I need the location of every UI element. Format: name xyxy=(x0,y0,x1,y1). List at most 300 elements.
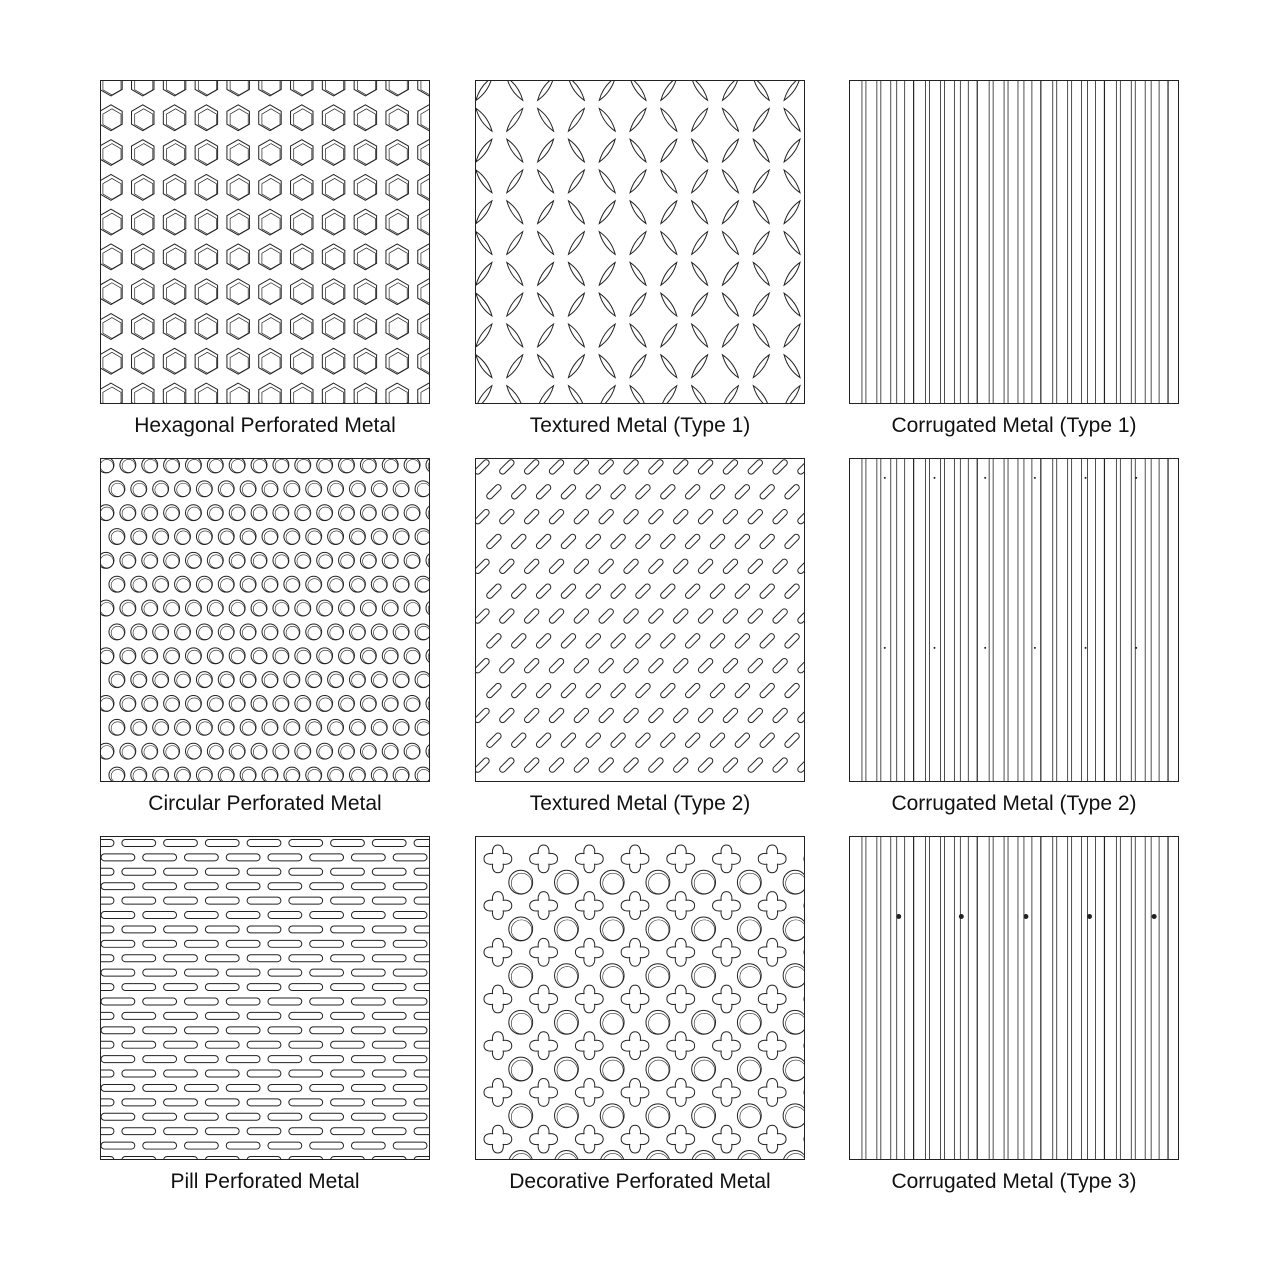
circle-hole-edge xyxy=(395,483,408,496)
bar-bump xyxy=(623,558,640,575)
circle-hole-edge xyxy=(406,459,419,472)
lens-bump xyxy=(782,168,802,194)
bar-bump xyxy=(560,583,577,600)
circle-hole-edge xyxy=(155,626,168,639)
circle-hole-edge xyxy=(308,769,321,781)
bar-bump xyxy=(784,483,801,500)
lens-bump xyxy=(566,292,586,318)
pill-slot xyxy=(122,1070,156,1077)
lens-bump xyxy=(476,292,494,318)
pill-slot xyxy=(101,940,135,947)
circle-hole-edge xyxy=(177,626,190,639)
circle-hole-edge xyxy=(231,650,244,663)
circle-hole-edge xyxy=(384,459,397,472)
circle-hole-edge xyxy=(264,626,277,639)
circle-hole-edge xyxy=(188,746,201,759)
pill-slot xyxy=(143,940,177,947)
circle-hole-edge xyxy=(111,626,124,639)
fastener-dot xyxy=(1034,647,1036,649)
pill-slot xyxy=(143,1056,177,1063)
bar-bump xyxy=(573,508,590,525)
circle-hole-edge xyxy=(199,769,212,781)
circle-hole-edge xyxy=(352,626,365,639)
lens-bump xyxy=(690,230,710,256)
pill-slot xyxy=(247,1157,281,1159)
lens-bump xyxy=(505,138,525,164)
bar-bump xyxy=(797,707,804,724)
circle-hole-edge xyxy=(101,698,113,711)
pill-slot xyxy=(185,1142,219,1149)
circle-hole-edge xyxy=(166,459,179,472)
pill-slot xyxy=(268,940,302,947)
clover-hole xyxy=(758,985,786,1013)
lens-bump xyxy=(782,323,802,349)
pill-slot xyxy=(247,1012,281,1019)
pill-slot xyxy=(393,912,427,919)
pill-slot xyxy=(205,955,239,962)
hexagon-hole xyxy=(418,105,429,131)
bar-bump xyxy=(684,533,701,550)
clover-hole xyxy=(621,1079,649,1107)
circle-hole-edge xyxy=(122,603,135,616)
circle-hole-edge xyxy=(603,920,623,940)
pill-slot xyxy=(205,1012,239,1019)
bar-bump xyxy=(623,508,640,525)
circle-hole-edge xyxy=(220,483,233,496)
circle-hole-edge xyxy=(363,650,376,663)
clover-hole xyxy=(713,985,741,1013)
pill-slot xyxy=(226,854,260,861)
bar-bump xyxy=(476,757,490,774)
circle-hole-edge xyxy=(694,1013,714,1033)
lens-bump xyxy=(628,230,648,256)
circle-hole xyxy=(737,1151,761,1159)
bar-bump xyxy=(476,459,490,475)
bar-bump xyxy=(548,558,565,575)
fastener-dot xyxy=(884,647,886,649)
pill-slot xyxy=(310,854,344,861)
pill-slot xyxy=(247,1041,281,1048)
bar-bump xyxy=(498,757,515,774)
circle-hole-edge xyxy=(319,650,332,663)
circle-hole-edge xyxy=(177,483,190,496)
clover-circle-pattern xyxy=(476,837,804,1159)
pill-slot xyxy=(289,955,323,962)
corrugation-pattern xyxy=(850,81,1178,403)
circle-hole-edge xyxy=(188,459,201,472)
hexagon-hole xyxy=(418,174,429,200)
clover-hole xyxy=(530,1032,558,1060)
circle-hole-edge xyxy=(363,459,376,472)
bar-bump xyxy=(684,483,701,500)
circle-hole-edge xyxy=(374,483,387,496)
lens-bump xyxy=(659,261,679,287)
bar-bump xyxy=(747,508,764,525)
lens-bump xyxy=(782,261,802,287)
bar-bump xyxy=(635,732,652,749)
bar-bump xyxy=(647,608,664,625)
circle-hole-edge xyxy=(101,746,113,759)
bar-bump xyxy=(635,483,652,500)
bar-bump xyxy=(759,632,776,649)
caption-corrugated-1: Corrugated Metal (Type 1) xyxy=(891,414,1137,437)
circle-hole-edge xyxy=(384,698,397,711)
clover-hole xyxy=(667,1125,695,1153)
bar-bump xyxy=(759,583,776,600)
clover-hole xyxy=(530,892,558,920)
bar-bump xyxy=(498,608,515,625)
lens-bump xyxy=(476,81,494,102)
pill-slot xyxy=(393,883,427,890)
lens-bump xyxy=(782,81,802,102)
circle-hole-edge xyxy=(242,722,255,735)
lens-bump xyxy=(720,138,740,164)
circle-hole-edge xyxy=(417,579,429,592)
decorative-perforated-metal-swatch xyxy=(475,836,805,1160)
pill-slot xyxy=(101,1113,135,1120)
bar-bump xyxy=(598,757,615,774)
lens-bump xyxy=(690,384,710,403)
pill-slot xyxy=(268,883,302,890)
circle-hole-edge xyxy=(341,459,354,472)
circle-hole-edge xyxy=(374,626,387,639)
circle-hole-edge xyxy=(395,579,408,592)
pill-slot xyxy=(289,839,323,846)
bar-bump xyxy=(610,732,627,749)
circle-hole-edge xyxy=(144,459,157,472)
pill-slot xyxy=(226,940,260,947)
bar-bump xyxy=(598,459,615,475)
pill-slot xyxy=(331,926,365,933)
bar-bump xyxy=(784,732,801,749)
circle-hole-edge xyxy=(363,746,376,759)
pill-slot xyxy=(164,1070,198,1077)
pill-slot xyxy=(331,1157,365,1159)
circle-hole-edge xyxy=(122,555,135,568)
lens-bump xyxy=(628,168,648,194)
hexagon-hole xyxy=(418,279,429,305)
bar-bump xyxy=(797,608,804,625)
bar-bump xyxy=(548,608,565,625)
hexagon-hole xyxy=(101,81,122,96)
lens-bump xyxy=(505,199,525,225)
circle-hole-edge xyxy=(352,722,365,735)
pill-slot xyxy=(310,1027,344,1034)
lens-bump xyxy=(566,230,586,256)
pill-slot xyxy=(372,955,406,962)
pill-slot xyxy=(205,839,239,846)
lens-bump xyxy=(535,384,555,403)
pill-slot xyxy=(226,998,260,1005)
circle-hole-edge xyxy=(319,603,332,616)
bar-bump xyxy=(759,732,776,749)
clover-hole xyxy=(758,1032,786,1060)
bar-bump xyxy=(485,533,502,550)
bar-bump xyxy=(623,707,640,724)
lens-bump xyxy=(720,107,740,133)
clover-hole xyxy=(667,1079,695,1107)
bar-bump xyxy=(797,508,804,525)
caption-hexagonal: Hexagonal Perforated Metal xyxy=(134,414,396,437)
circle-hole xyxy=(783,1104,804,1128)
pill-slot xyxy=(185,854,219,861)
lens-bump xyxy=(659,138,679,164)
pill-slot xyxy=(185,1056,219,1063)
corrugation-pattern xyxy=(850,459,1178,781)
circle-hole-edge xyxy=(557,1107,577,1127)
pill-slot xyxy=(205,1099,239,1106)
clover-hole xyxy=(621,1125,649,1153)
circle-hole-edge xyxy=(264,579,277,592)
clover-hole xyxy=(530,1079,558,1107)
circle-hole-edge xyxy=(395,674,408,687)
bar-bump xyxy=(548,657,565,674)
circle-hole-edge xyxy=(384,555,397,568)
circle-hole xyxy=(646,1151,670,1159)
hexagon-hole xyxy=(418,348,429,374)
circle-hole-edge xyxy=(319,698,332,711)
circle-hole-edge xyxy=(133,674,146,687)
circle-hole-edge xyxy=(155,579,168,592)
pill-slot xyxy=(226,1142,260,1149)
lens-bump xyxy=(751,230,771,256)
bar-bump xyxy=(797,757,804,774)
hexagon-hole-edge xyxy=(167,387,185,403)
circle-hole-edge xyxy=(199,531,212,544)
pill-slot xyxy=(310,1113,344,1120)
bar-bump xyxy=(722,657,739,674)
bar-bump xyxy=(585,632,602,649)
circle-hole xyxy=(783,870,804,894)
circle-hole-edge xyxy=(417,483,429,496)
bar-bump xyxy=(722,707,739,724)
pill-slot xyxy=(164,1128,198,1135)
pill-slot xyxy=(122,1041,156,1048)
pill-slot xyxy=(101,1157,114,1159)
circle-hole-edge xyxy=(144,603,157,616)
lens-pattern xyxy=(476,81,804,403)
pill-slot xyxy=(393,1027,427,1034)
pill-slot xyxy=(122,926,156,933)
circle-hole-edge xyxy=(297,459,310,472)
lens-bump xyxy=(628,353,648,379)
bar-bump xyxy=(623,657,640,674)
circle-hole-edge xyxy=(264,674,277,687)
pill-slot xyxy=(351,969,385,976)
bar-bump xyxy=(672,707,689,724)
bar-bump xyxy=(485,483,502,500)
lens-bump xyxy=(597,138,617,164)
circle-hole-edge xyxy=(330,531,343,544)
pill-pattern xyxy=(101,837,429,1159)
pill-slot xyxy=(331,868,365,875)
bar-bump xyxy=(747,757,764,774)
circle-hole-edge xyxy=(786,1060,804,1080)
fastener-dot xyxy=(934,477,936,479)
circle-hole-edge xyxy=(648,873,668,893)
bar-bump xyxy=(523,657,540,674)
bar-bump xyxy=(510,533,527,550)
bar-bump xyxy=(535,483,552,500)
circle-hole-edge xyxy=(177,769,190,781)
circle-hole-edge xyxy=(330,483,343,496)
circle-hole-edge xyxy=(341,650,354,663)
circle-hole-edge xyxy=(330,579,343,592)
circle-hole-edge xyxy=(188,698,201,711)
circle-hole-edge xyxy=(417,674,429,687)
circle-hole-edge xyxy=(694,873,714,893)
circle-hole-edge xyxy=(308,483,321,496)
lens-bump xyxy=(505,81,525,102)
lens-bump xyxy=(659,230,679,256)
corrugation-pattern xyxy=(850,837,1178,1159)
bar-bump xyxy=(598,707,615,724)
circle-hole-edge xyxy=(210,459,223,472)
pill-slot xyxy=(122,897,156,904)
circle-hole-edge xyxy=(319,507,332,520)
circle-hole-edge xyxy=(210,507,223,520)
bar-bump xyxy=(672,558,689,575)
circle-hole-edge xyxy=(308,579,321,592)
bar-bump xyxy=(697,558,714,575)
circle-hole-edge xyxy=(297,698,310,711)
lens-bump xyxy=(690,107,710,133)
pill-slot xyxy=(393,1056,427,1063)
lens-bump xyxy=(690,81,710,102)
circle-hole-edge xyxy=(341,698,354,711)
bar-bump xyxy=(709,483,726,500)
pill-slot xyxy=(101,1056,135,1063)
lens-bump xyxy=(782,107,802,133)
hexagon-hole-edge xyxy=(326,387,344,403)
pill-slot xyxy=(289,1012,323,1019)
lens-bump xyxy=(535,353,555,379)
pill-slot xyxy=(101,1142,135,1149)
bar-bump xyxy=(535,732,552,749)
pill-slot xyxy=(372,1070,406,1077)
pill-slot xyxy=(122,955,156,962)
lens-bump xyxy=(690,199,710,225)
bar-bump xyxy=(784,682,801,699)
circle-hole-edge xyxy=(101,603,113,616)
circle-hole-edge xyxy=(111,769,124,781)
lens-bump xyxy=(628,292,648,318)
pill-slot xyxy=(101,897,114,904)
pill-slot xyxy=(372,1012,406,1019)
circle-hole-edge xyxy=(557,1013,577,1033)
pill-slot xyxy=(268,1084,302,1091)
pill-slot xyxy=(310,940,344,947)
circle-hole-edge xyxy=(352,531,365,544)
bar-bump xyxy=(672,608,689,625)
circle-hole-edge xyxy=(231,507,244,520)
pill-slot xyxy=(185,1027,219,1034)
circle-hole-edge xyxy=(101,507,113,520)
clover-hole xyxy=(758,892,786,920)
bar-bump xyxy=(623,757,640,774)
circle-hole-edge xyxy=(133,531,146,544)
bar-bump xyxy=(476,657,490,674)
clover-hole xyxy=(758,845,786,873)
circle-hole-edge xyxy=(603,1107,623,1127)
bar-bump xyxy=(573,459,590,475)
pill-slot xyxy=(289,897,323,904)
bar-bump xyxy=(523,508,540,525)
lens-bump xyxy=(597,323,617,349)
clover-hole xyxy=(713,845,741,873)
circle-hole-edge xyxy=(341,555,354,568)
lens-bump xyxy=(597,168,617,194)
pill-slot xyxy=(393,998,427,1005)
pill-slot xyxy=(185,1084,219,1091)
hexagon-hole-edge xyxy=(389,387,407,403)
lens-bump xyxy=(751,107,771,133)
circle-hole-edge xyxy=(199,626,212,639)
bar-bump xyxy=(523,707,540,724)
pill-slot xyxy=(289,1099,323,1106)
pill-slot xyxy=(372,897,406,904)
clover-hole xyxy=(484,938,512,966)
circle-hole-edge xyxy=(111,531,124,544)
circle-hole-edge xyxy=(603,1013,623,1033)
bar-bump xyxy=(573,757,590,774)
circle-hole-edge xyxy=(220,626,233,639)
lens-bump xyxy=(535,138,555,164)
pill-slot xyxy=(101,1027,135,1034)
clover-hole xyxy=(758,938,786,966)
circle-hole-edge xyxy=(253,746,266,759)
pill-slot xyxy=(247,1128,281,1135)
bar-bump xyxy=(772,707,789,724)
lens-bump xyxy=(782,384,802,403)
circle-hole-edge xyxy=(603,873,623,893)
pill-slot xyxy=(164,1041,198,1048)
circle-hole-edge xyxy=(231,555,244,568)
circle-hole-edge xyxy=(286,531,299,544)
lens-bump xyxy=(535,168,555,194)
bar-bump xyxy=(523,558,540,575)
pill-slot xyxy=(205,1070,239,1077)
circle-hole-edge xyxy=(374,579,387,592)
lens-bump xyxy=(720,353,740,379)
bar-bump xyxy=(734,632,751,649)
circle-hole-edge xyxy=(384,650,397,663)
pill-slot xyxy=(414,839,429,846)
pill-slot xyxy=(122,1099,156,1106)
circle-hole-edge xyxy=(786,1153,804,1159)
lens-bump xyxy=(597,230,617,256)
bar-bump xyxy=(635,682,652,699)
bar-bump xyxy=(697,707,714,724)
circle-hole-edge xyxy=(740,967,760,987)
bar-bump xyxy=(659,533,676,550)
clover-hole xyxy=(713,938,741,966)
caption-pill: Pill Perforated Metal xyxy=(170,1170,360,1193)
pill-slot xyxy=(247,897,281,904)
bar-bump xyxy=(659,682,676,699)
bar-bump xyxy=(498,558,515,575)
circle-hole xyxy=(426,459,429,473)
circle-hole-edge xyxy=(417,722,429,735)
circle-hole-edge xyxy=(177,722,190,735)
pill-slot xyxy=(414,868,429,875)
circle-hole-edge xyxy=(694,967,714,987)
circle-hole-edge xyxy=(155,531,168,544)
caption-circular: Circular Perforated Metal xyxy=(148,792,382,815)
lens-bump xyxy=(566,199,586,225)
circle-hole-edge xyxy=(242,626,255,639)
lens-bump xyxy=(659,107,679,133)
